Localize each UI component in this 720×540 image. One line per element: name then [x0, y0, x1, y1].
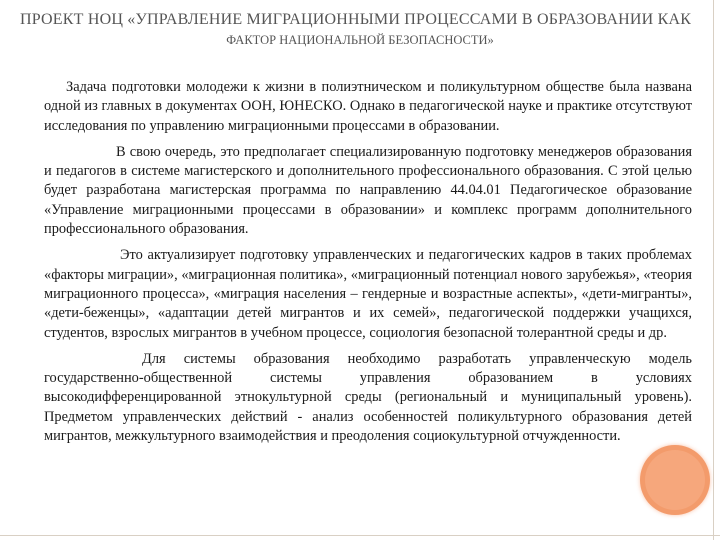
slide-frame-bottom	[0, 535, 720, 536]
paragraph-3: Это актуализирует подготовку управленческих и педагогических кадров в таких проблемах «факторы миграции», «миграционная политика», «миграционный потенциал нового зарубежья», «теория миграционного процесса», «миграция населения – гендерные и возрастные аспекты», «дети-мигранты», «дети-беженцы», «адаптации детей мигрантов и их семей», педагогической поддержки учащихся, студентов, взрослых мигрантов в учебном процессе, социология безопасной толерантной среды и др.	[44, 247, 692, 341]
slide-title-line1: ПРОЕКТ НОЦ «УПРАВЛЕНИЕ МИГРАЦИОННЫМИ ПРОЦЕССАМИ В ОБРАЗОВАНИИ КАК	[20, 11, 692, 28]
slide-frame-right	[713, 0, 714, 540]
slide-body	[44, 78, 692, 453]
paragraph-1: Задача подготовки молодежи к жизни в полиэтническом и поликультурном обществе была названа одной из главных в документах ООН, ЮНЕСКО. Однако в педагогической науке и практике отсутствуют исследования по управлению миграционными процессами в образовании.	[44, 79, 692, 134]
paragraph-2: В свою очередь, это предполагает специализированную подготовку менеджеров образования и педагогов в системе магистерского и дополнительного профессионального образования. С этой целью будет разработана магистерская программа по направлению 44.04.01 Педагогическое образование «Управление миграционными процессами в образовании» и комплекс программ дополнительного профессионального образования.	[44, 143, 692, 238]
slide-title-line2: ФАКТОР НАЦИОНАЛЬНОЙ БЕЗОПАСНОСТИ»	[226, 33, 494, 47]
paragraph-4: Для системы образования необходимо разработать управленческую модель государственно-общественной системы управления образованием в условиях высокодифференцированной этнокультурной среды (региональный и муниципальный уровень). Предметом управленческих действий - анализ особенностей поликультурного образования детей мигрантов, межкультурного взаимодействия и преодоления социокультурной отчужденности.	[44, 350, 692, 445]
decorative-orange-circle	[640, 445, 710, 515]
